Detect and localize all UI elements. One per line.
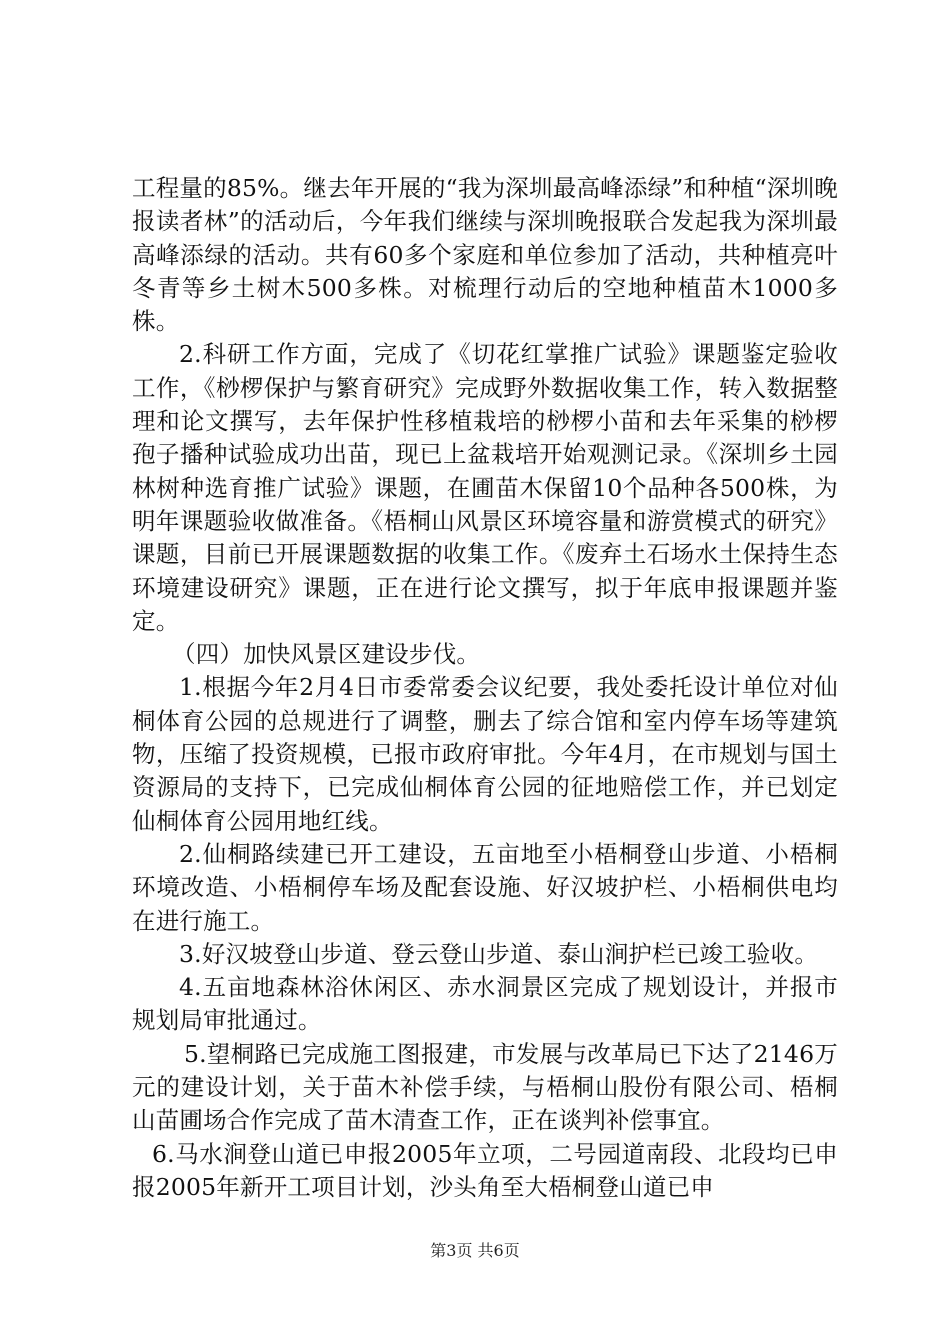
- paragraph-continuation: 工程量的85%。继去年开展的“我为深圳最高峰添绿”和种植“深圳晚报读者林”的活动后，今年我们继续与深圳晚报联合发起我为深圳最高峰添绿的活动。共有60多个家庭和单位参加了活动，共种植亮叶冬青等乡土树木500多株。对梳理行动后的空地种植苗木1000多株。: [132, 174, 838, 336]
- document-body: [132, 172, 838, 1204]
- paragraph-research-work: 2.科研工作方面，完成了《切花红掌推广试验》课题鉴定验收工作，《桫椤保护与繁育研究》完成野外数据收集工作，转入数据整理和论文撰写，去年保护性移植栽培的桫椤小苗和去年采集的桫椤孢子播种试验成功出苗，现已上盆栽培开始观测记录。《深圳乡土园林树种选育推广试验》课题，在圃苗木保留10个品种各500株，为明年课题验收做准备。《梧桐山风景区环境容量和游赏模式的研究》课题，目前已开展课题数据的收集工作。《废弃土石场水土保持生态环境建设研究》课题，正在进行论文撰写，拟于年底申报课题并鉴定。: [132, 340, 838, 635]
- section-heading-4: （四）加快风景区建设步伐。: [172, 640, 481, 669]
- paragraph-item-6: 6.马水涧登山道已申报2005年立项，二号园道南段、北段均已申报2005年新开工项目计划，沙头角至大梧桐登山道已申: [132, 1139, 838, 1201]
- paragraph-item-1: 1.根据今年2月4日市委常委会议纪要，我处委托设计单位对仙桐体育公园的总规进行了调整，删去了综合馆和室内停车场等建筑物，压缩了投资规模，已报市政府审批。今年4月，在市规划与国土资源局的支持下，已完成仙桐体育公园的征地赔偿工作，并已划定仙桐体育公园用地红线。: [132, 673, 838, 835]
- paragraph-item-2: 2.仙桐路续建已开工建设，五亩地至小梧桐登山步道、小梧桐环境改造、小梧桐停车场及配套设施、好汉坡护栏、小梧桐供电均在进行施工。: [132, 839, 838, 935]
- paragraph-item-4: 4.五亩地森林浴休闲区、赤水洞景区完成了规划设计，并报市规划局审批通过。: [132, 973, 838, 1035]
- paragraph-item-5: 5.望桐路已完成施工图报建，市发展与改革局已下达了2146万元的建设计划，关于苗木补偿手续，与梧桐山股份有限公司、梧桐山苗圃场合作完成了苗木清查工作，正在谈判补偿事宜。: [132, 1039, 838, 1135]
- paragraph-item-3: 3.好汉坡登山步道、登云登山步道、泰山涧护栏已竣工验收。: [179, 939, 819, 968]
- page-number-footer: 第3页 共6页: [430, 1241, 520, 1260]
